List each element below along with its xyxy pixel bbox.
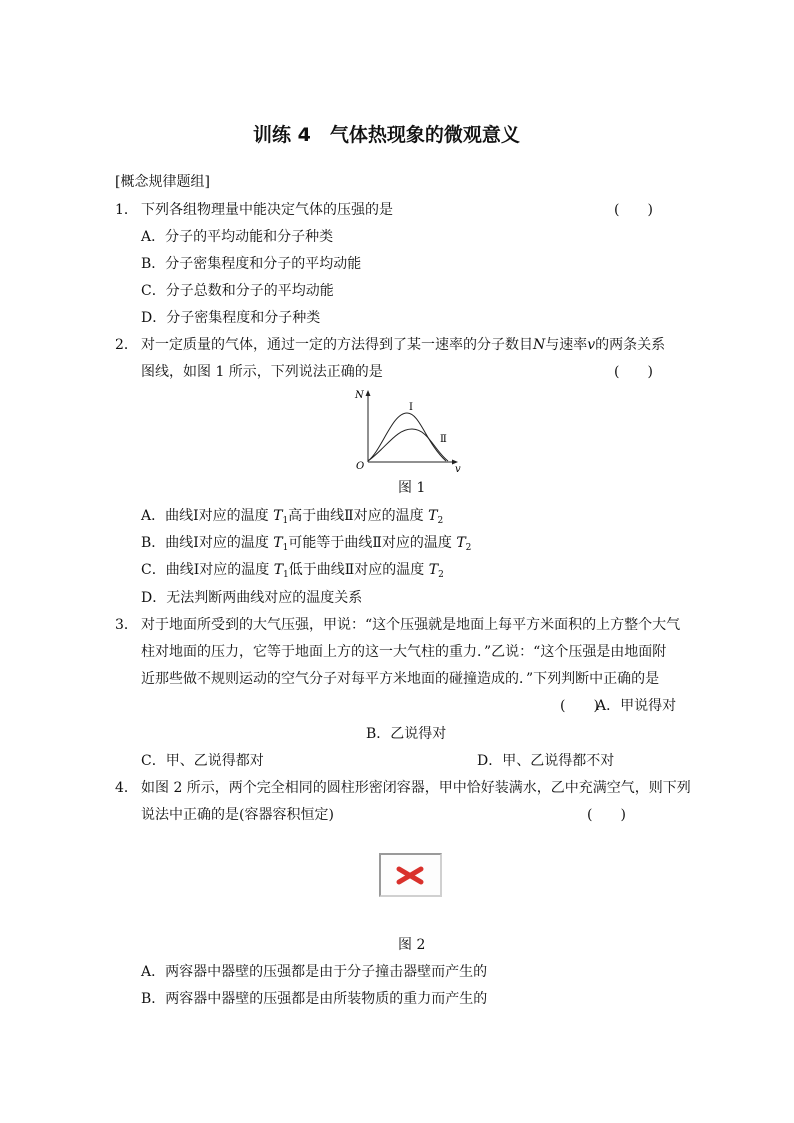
q1-answer-paren: ( ) [614, 202, 653, 218]
y-axis-label: N [355, 390, 364, 401]
y-axis-arrow [366, 390, 371, 396]
q3-answer-paren: ( ) [560, 698, 599, 714]
q1-stem: 下列各组物理量中能决定气体的压强的是 [141, 202, 393, 218]
q2-option-c: C．曲线Ⅰ对应的温度 $T_1$低于曲线Ⅱ对应的温度 $T_2$ [141, 562, 444, 580]
q4-option-b: B．两容器中器壁的压强都是由所装物质的重力而产生的 [141, 991, 488, 1007]
broken-image-icon [379, 853, 442, 897]
q4-option-a: A．两容器中器壁的压强都是由于分子撞击器壁而产生的 [141, 964, 488, 980]
q2-option-b: B．曲线Ⅰ对应的温度 $T_1$可能等于曲线Ⅱ对应的温度 $T_2$ [141, 535, 472, 553]
q1-option-b: B．分子密集程度和分子的平均动能 [141, 256, 362, 272]
variable-n: N [533, 337, 546, 353]
q1-option-d: D．分子密集程度和分子种类 [141, 310, 321, 326]
curve-i-label: Ⅰ [409, 402, 413, 413]
figure-2-caption: 图 2 [398, 937, 426, 953]
q1-option-a: A．分子的平均动能和分子种类 [141, 229, 334, 245]
q3-option-a: A．甲说得对 [596, 698, 677, 714]
q3-stem-line1: 对于地面所受到的大气压强，甲说：“这个压强就是地面上每平方米面积的上方整个大气 [141, 617, 681, 633]
q2-option-d: D．无法判断两曲线对应的温度关系 [141, 590, 363, 606]
origin-label: O [356, 461, 365, 472]
q2-option-a: A．曲线Ⅰ对应的温度 $T_1$高于曲线Ⅱ对应的温度 $T_2$ [141, 508, 444, 526]
q3-stem-line2: 柱对地面的压力，它等于地面上方的这一大气柱的重力．”乙说：“这个压强是由地面附 [141, 644, 667, 660]
q1-option-c: C．分子总数和分子的平均动能 [141, 283, 334, 299]
curve-ii-label: Ⅱ [440, 434, 447, 445]
q4-stem-line2: 说法中正确的是(容器容积恒定) [141, 807, 334, 823]
q3-option-d: D．甲、乙说得都不对 [477, 753, 615, 769]
q3-stem-line3: 近那些做不规则运动的空气分子对每平方米地面的碰撞造成的．”下列判断中正确的是 [141, 671, 660, 687]
x-axis-label: v [455, 464, 461, 472]
q3-number: 3． [115, 617, 138, 633]
q2-answer-paren: ( ) [614, 364, 653, 380]
q4-answer-paren: ( ) [587, 807, 626, 823]
curve-i [368, 413, 446, 461]
q2-stem-line2: 图线，如图 1 所示，下列说法正确的是 [141, 364, 383, 380]
variable-v: v [587, 337, 596, 353]
page-title: 训练 4 气体热现象的微观意义 [253, 124, 520, 146]
q2-number: 2． [115, 337, 138, 353]
q4-stem-line1: 如图 2 所示，两个完全相同的圆柱形密闭容器，甲中恰好装满水，乙中充满空气，则下列 [141, 780, 691, 796]
section-label: [概念规律题组] [115, 174, 210, 190]
q3-option-b: B．乙说得对 [366, 726, 447, 742]
q4-number: 4． [115, 780, 138, 796]
figure-1-graph [352, 388, 462, 472]
q1-number: 1． [115, 202, 138, 218]
figure-1-caption: 图 1 [398, 480, 426, 496]
q3-option-c: C．甲、乙说得都对 [141, 753, 264, 769]
red-x-icon [381, 855, 440, 895]
q2-stem-line1: 对一定质量的气体，通过一定的方法得到了某一速率的分子数目N与速率v的两条关系 [141, 337, 666, 353]
